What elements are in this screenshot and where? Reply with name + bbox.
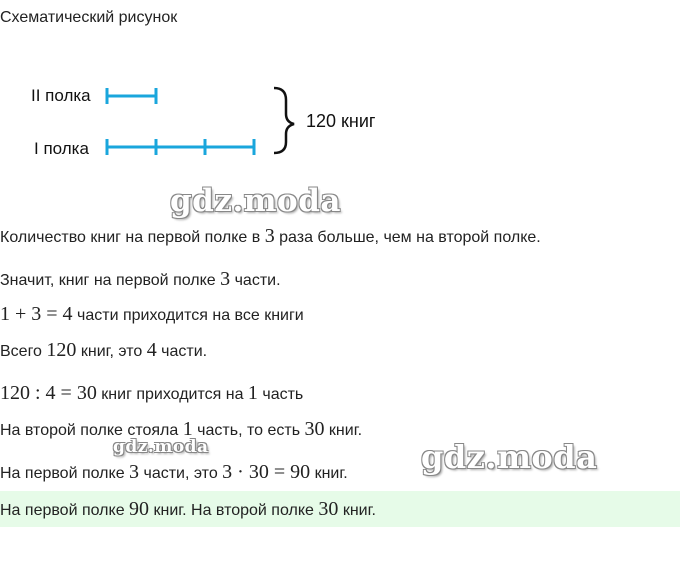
section-heading: Схематический рисунок	[0, 9, 178, 26]
text-line-6: На второй полке стояла 1 часть, то есть 30 книг.	[0, 418, 363, 440]
watermark-logo-small: gdz.moda	[113, 437, 209, 457]
text-line-2: Значит, книг на первой полке 3 части.	[0, 268, 281, 290]
text-line-3: 1 + 3 = 4 части приходится на все книги	[0, 303, 304, 325]
text-line-4: Всего 120 книг, это 4 части.	[0, 339, 208, 361]
shelf-1-label: I полка	[34, 139, 89, 158]
shelf-diagram	[0, 70, 420, 170]
total-books-label: 120 книг	[306, 111, 376, 131]
text-line-1: Количество книг на первой полке в 3 раза больше, чем на второй полке.	[0, 225, 541, 247]
text-line-7: На первой полке 3 части, это 3 · 30 = 90 книг.	[0, 461, 348, 483]
brace-icon	[274, 88, 294, 153]
text-line-5: 120 : 4 = 30 книг приходится на 1 часть	[0, 382, 304, 404]
watermark-logo: gdz.moda	[170, 183, 341, 219]
watermark-logo-large: gdz.moda	[421, 438, 598, 476]
answer-line: На первой полке 90 книг. На второй полке 30 книг.	[0, 498, 376, 520]
shelf-2-label: II полка	[31, 86, 91, 105]
